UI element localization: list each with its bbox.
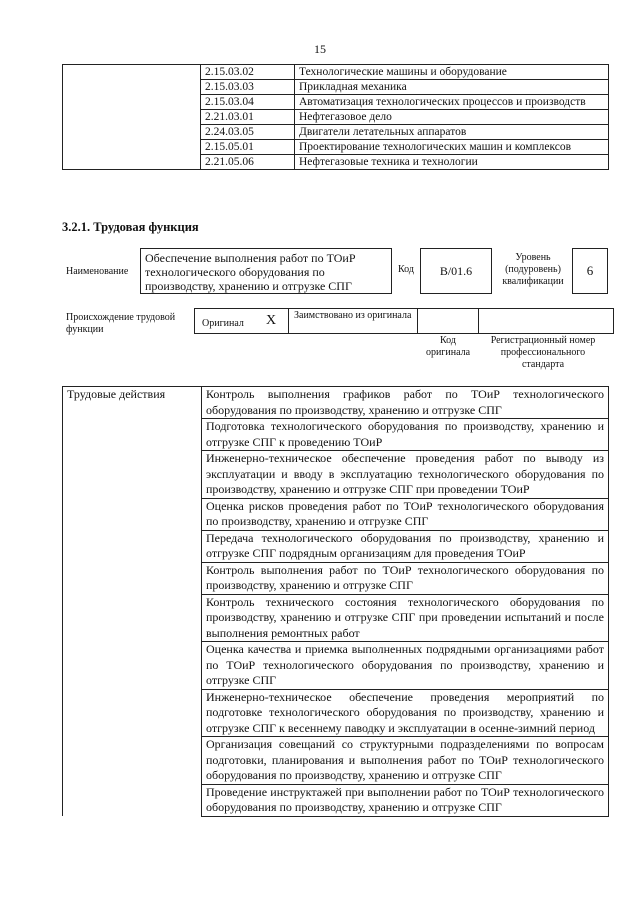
action-item: Инженерно-техническое обеспечение проведения работ по выводу из эксплуатации и вводу в эксплуатацию технологического оборудования по производству, хранению и отгрузке СПГ при проведении ТОиР: [202, 451, 609, 499]
specialty-name: Проектирование технологических машин и комплексов: [295, 140, 609, 155]
code-label: Код: [398, 264, 414, 275]
action-item: Инженерно-техническое обеспечение проведения мероприятий по подготовке технологического оборудования по производству, хранению и отгрузке СПГ к весеннему паводку и эксплуатации в осенне-зимний период: [202, 689, 609, 737]
table-row: [63, 65, 609, 80]
origin-label: Происхождение трудовой функции: [66, 312, 176, 335]
action-item: Передача технологического оборудования по производству, хранению и отгрузке СПГ подрядным организациям для проведения ТОиР: [202, 530, 609, 562]
action-item: Оценка качества и приемка выполненных подрядными организациями работ по ТОиР технологического оборудования по производству, хранению и отгрузке СПГ: [202, 642, 609, 690]
function-code-value: B/01.6: [439, 264, 473, 278]
page-number: 15: [314, 42, 326, 56]
function-name-box: [140, 248, 392, 294]
divider: [478, 308, 479, 334]
specialty-code: 2.21.03.01: [201, 110, 295, 125]
specialties-table: [62, 64, 609, 170]
level-label: Уровень (подуровень) квалификации: [502, 252, 564, 287]
level-box: [572, 248, 608, 294]
specialty-code: 2.15.03.02: [201, 65, 295, 80]
code-caption: Код оригинала: [425, 335, 471, 358]
specialty-name: Нефтегазовые техника и технологии: [295, 155, 609, 170]
action-item: Контроль выполнения работ по ТОиР технологического оборудования по производству, хранению и отгрузке СПГ: [202, 562, 609, 594]
specialty-name: Прикладная механика: [295, 80, 609, 95]
action-item: Контроль выполнения графиков работ по ТОиР технологического оборудования по производству, хранению и отгрузке СПГ: [202, 387, 609, 419]
actions-label: Трудовые действия: [63, 387, 202, 817]
action-item: Проведение инструктажей при выполнении работ по ТОиР технологического оборудования по производству, хранению и отгрузке СПГ: [202, 784, 609, 816]
specialty-code: 2.15.03.04: [201, 95, 295, 110]
specialty-code: 2.15.05.01: [201, 140, 295, 155]
section-title: 3.2.1. Трудовая функция: [62, 220, 199, 234]
name-label: Наименование: [66, 266, 129, 277]
function-code-box: [420, 248, 492, 294]
blank-cell: [63, 65, 201, 170]
action-item: Подготовка технологического оборудования по производству, хранению и отгрузке СПГ к проведению ТОиР: [202, 419, 609, 451]
actions-table: [62, 386, 609, 817]
table-row: [63, 387, 609, 419]
specialty-name: Нефтегазовое дело: [295, 110, 609, 125]
specialty-code: 2.15.03.03: [201, 80, 295, 95]
original-label: Оригинал: [202, 318, 244, 329]
action-item: Организация совещаний со структурными подразделениями по вопросам подготовки, планирования и выполнения работ по ТОиР технологического оборудования по производству, хранению и отгрузке СПГ: [202, 737, 609, 785]
divider: [288, 308, 289, 334]
level-value: 6: [586, 263, 594, 278]
action-item: Контроль технического состояния технологического оборудования по производству, хранению и отгрузке СПГ при проведении испытаний и после выполнения ремонтных работ: [202, 594, 609, 642]
action-item: Оценка рисков проведения работ по ТОиР технологического оборудования по производству, хранению и отгрузке СПГ: [202, 498, 609, 530]
borrowed-label: Заимствовано из оригинала: [294, 310, 412, 321]
specialty-code: 2.21.05.06: [201, 155, 295, 170]
reg-caption: Регистрационный номер профессионального стандарта: [490, 335, 596, 370]
specialty-name: Автоматизация технологических процессов и производств: [295, 95, 609, 110]
divider: [417, 308, 418, 334]
specialty-code: 2.24.03.05: [201, 125, 295, 140]
specialty-name: Технологические машины и оборудование: [295, 65, 609, 80]
specialty-name: Двигатели летательных аппаратов: [295, 125, 609, 140]
function-name-value: Обеспечение выполнения работ по ТОиР технологического оборудования по производству, хранению и отгрузке СПГ: [145, 251, 356, 293]
original-mark: X: [266, 313, 277, 328]
